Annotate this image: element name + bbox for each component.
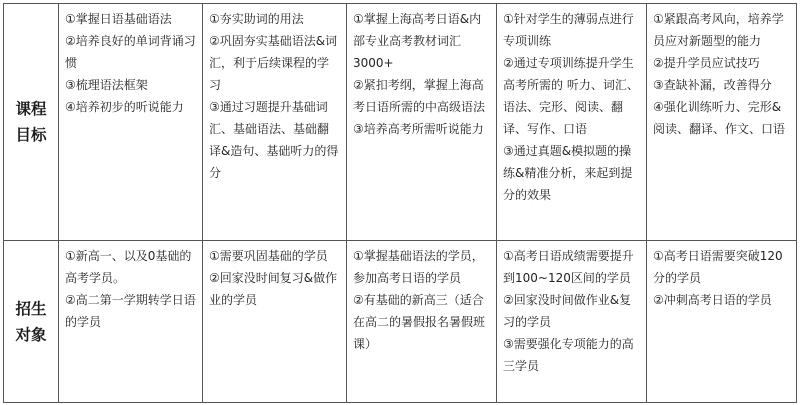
list-item: ②紧扣考纲，掌握上海高考日语所需的中高级语法 <box>353 78 486 114</box>
cell-goals-2 <box>203 4 347 241</box>
list-item: ④培养初步的听说能力 <box>65 100 184 114</box>
cell-targets-1 <box>59 241 203 403</box>
course-table <box>3 3 797 403</box>
list-item: ②有基础的新高三（适合在高二的暑假报名暑假班课） <box>353 293 486 351</box>
table-row-goals <box>4 4 797 241</box>
list-item: ①高考日语成绩需要提升到100~120区间的学员 <box>503 249 634 285</box>
list-item: ②高二第一学期转学日语的学员 <box>65 293 196 329</box>
list-item: ③需要强化专项能力的高三学员 <box>503 337 634 373</box>
cell-targets-4 <box>497 241 647 403</box>
list-item: ②提升学员应试技巧 <box>653 56 760 70</box>
list-item: ①新高一、以及0基础的高考学员。 <box>65 249 192 285</box>
list-item: ①紧跟高考风向，培养学员应对新题型的能力 <box>653 12 784 48</box>
list-item: ①夯实助词的用法 <box>209 12 304 26</box>
list-item: ②回家没时间做作业&复习的学员 <box>503 293 632 329</box>
cell-goals-1 <box>59 4 203 241</box>
cell-goals-3 <box>347 4 497 241</box>
table-row-targets <box>4 241 797 403</box>
list-item: ①掌握上海高考日语&内部专业高考教材词汇3000+ <box>353 12 482 70</box>
list-item: ②通过专项训练提升学生高考所需的 听力、词汇、语法、完形、阅读、翻译、写作、口语 <box>503 56 639 136</box>
list-item: ④强化训练听力、完形&阅读、翻译、作文、口语 <box>653 100 786 136</box>
cell-targets-3 <box>347 241 497 403</box>
list-item: ③通过真题&模拟题的操练&精准分析，来起到提分的效果 <box>503 144 633 202</box>
row-header-enrollment-targets: 招生对象 <box>4 241 59 403</box>
cell-goals-4 <box>497 4 647 241</box>
cell-goals-5 <box>647 4 797 241</box>
list-item: ③通过习题提升基础词汇、基础语法、基础翻译&造句、基础听力的得分 <box>209 100 339 180</box>
row-header-course-goals: 课程目标 <box>4 4 59 241</box>
list-item: ③梳理语法框架 <box>65 78 148 92</box>
list-item: ①掌握基础语法的学员，参加高考日语的学员 <box>353 249 484 285</box>
list-item: ②回家没时间复习&做作业的学员 <box>209 271 338 307</box>
cell-targets-5 <box>647 241 797 403</box>
list-item: ①高考日语需要突破120分的学员 <box>653 249 783 285</box>
list-item: ②冲刺高考日语的学员 <box>653 293 772 307</box>
list-item: ①需要巩固基础的学员 <box>209 249 328 263</box>
list-item: ②巩固夯实基础语法&词汇，利于后续课程的学习 <box>209 34 338 92</box>
list-item: ①掌握日语基础语法 <box>65 12 172 26</box>
list-item: ②培养良好的单词背诵习惯 <box>65 34 196 70</box>
cell-targets-2 <box>203 241 347 403</box>
list-item: ①针对学生的薄弱点进行专项训练 <box>503 12 634 48</box>
list-item: ③查缺补漏，改善得分 <box>653 78 772 92</box>
list-item: ③培养高考所需听说能力 <box>353 122 484 136</box>
